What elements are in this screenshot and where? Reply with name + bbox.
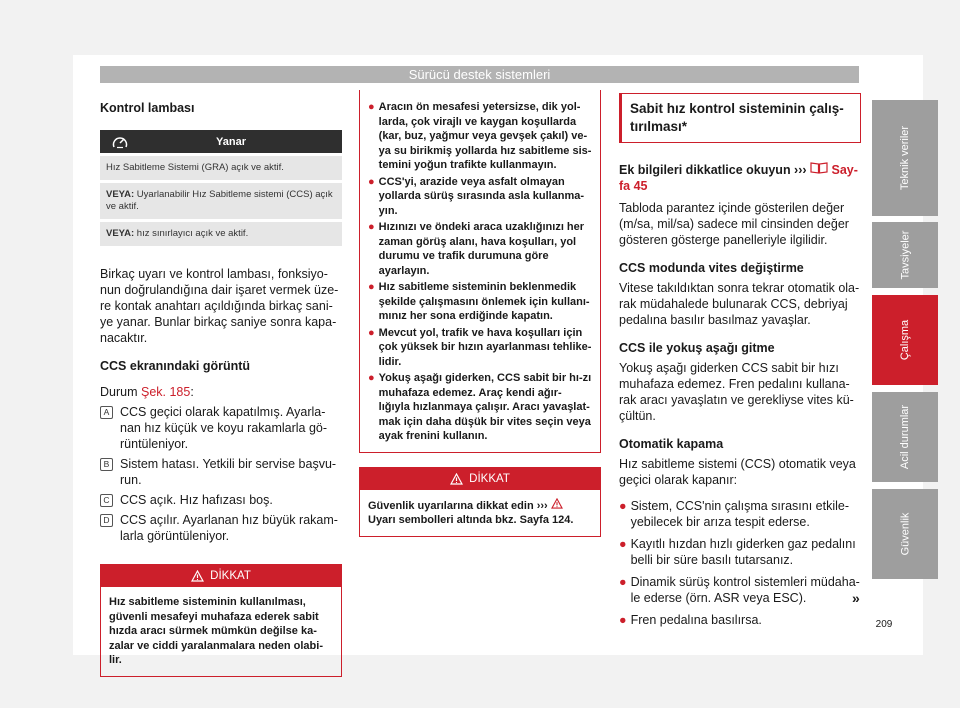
- lamp-row: Hız Sabitleme Sistemi (GRA) açık ve aktif.: [100, 156, 342, 180]
- list-item: ● Dinamik sürüş kontrol sistemleri müdaha-le ederse (örn. ASR veya ESC).: [619, 575, 860, 605]
- intro-paragraph: Birkaç uyarı ve kontrol lambası, fonksiyo-nun doğrulandığına dair işaret vermek üze-re kontak anahtarı açıldığında birkaç sani-ye yanar. Bunlar birkaç saniye sonra kapa-nacaktır.: [100, 267, 339, 345]
- warning-header: DİKKAT: [360, 468, 600, 490]
- warning-triangle-icon: [450, 473, 463, 485]
- list-item: ● Hızınızı ve öndeki araca uzaklığınızı her zaman görüş alanı, hava koşulları, yol durumu ve trafik durumuna göre ayarlayın.: [368, 221, 585, 277]
- speedometer-icon: [100, 135, 140, 149]
- warning-header: DİKKAT: [101, 565, 341, 587]
- paragraph: Yokuş aşağı giderken CCS sabit bir hızı muhafaza edemez. Fren pedalını kullana-rak aracı yavaşlatın ve gerekliyse vites kü-çültün.: [619, 361, 854, 423]
- warning-box: [359, 467, 601, 537]
- tab-technical-data[interactable]: Teknik veriler: [872, 100, 938, 216]
- status-line: Durum Şek. 185:: [100, 385, 194, 399]
- column-1: [100, 100, 342, 677]
- list-item: ● Kayıtlı hızdan hızlı giderken gaz pedalını belli bir süre basılı tutarsanız.: [619, 537, 856, 567]
- figure-link[interactable]: Şek. 185: [140, 385, 191, 399]
- paragraph: Vitese takıldıktan sonra tekrar otomatik ola-rak müdahalede bulunarak CCS, debriyaj pedalına basılır basılmaz yavaşlar.: [619, 281, 860, 327]
- column-3: [619, 93, 861, 628]
- warning-triangle-icon: [551, 498, 563, 509]
- warning-box: [100, 564, 342, 677]
- list-item: ● Yokuş aşağı giderken, CCS sabit bir hı-zı muhafaza edemez. Araç kendi ağır-lığıyla hızlanmaya çalışır. Aracı yavaşlat-mak için daha düşük bir vites seçin veya ayak frenini kullanın.: [368, 372, 592, 442]
- status-item: D CCS açılır. Ayarlanan hız büyük rakam-larla görüntüleniyor.: [100, 512, 342, 544]
- lamp-title: Kontrol lambası: [100, 101, 195, 115]
- tab-emergencies[interactable]: Acil durumlar: [872, 392, 938, 482]
- list-item: ● Fren pedalına basılırsa.: [619, 613, 762, 627]
- tab-recommendations[interactable]: Tavsiyeler: [872, 222, 938, 288]
- lamp-state-label: Yanar: [216, 135, 246, 148]
- list-item: ● Hız sabitleme sisteminin beklenmedik şekilde çalışmasını önlemek için kullanı-mınız her sona erdiğinde kapatın.: [368, 281, 590, 322]
- status-item: A CCS geçici olarak kapatılmış. Ayarla-nan hız küçük ve koyu rakamlarla gö-rüntüleniyor.: [100, 404, 342, 452]
- lamp-row: VEYA: hız sınırlayıcı açık ve aktif.: [100, 222, 342, 246]
- warning-triangle-icon: [191, 570, 204, 582]
- paragraph: Hız sabitleme sistemi (CCS) otomatik veya geçici olarak kapanır:: [619, 457, 856, 487]
- tab-safety[interactable]: Güvenlik: [872, 489, 938, 579]
- status-item: C CCS açık. Hız hafızası boş.: [100, 492, 342, 508]
- status-badge: A: [100, 406, 113, 419]
- column-2: [359, 90, 601, 537]
- subheading: CCS modunda vites değiştirme: [619, 261, 804, 275]
- read-first-line: Ek bilgileri dikkatlice okuyun ››› Say-fa 45: [619, 163, 858, 193]
- status-badge: B: [100, 458, 113, 471]
- lamp-row: VEYA: Uyarlanabilir Hız Sabitleme sistemi (CCS) açık ve aktif.: [100, 183, 342, 219]
- list-item: ● Mevcut yol, trafik ve hava koşulları için çok yüksek bir hızın ayarlanması tehlike-lidir.: [368, 326, 592, 368]
- section-title: Sabit hız kontrol sisteminin çalış-tırılması*: [619, 93, 861, 143]
- status-badge: D: [100, 514, 113, 527]
- subheading: CCS ile yokuş aşağı gitme: [619, 341, 775, 355]
- lamp-table-header: [100, 130, 342, 153]
- ccs-display-heading: CCS ekranındaki görüntü: [100, 359, 251, 373]
- status-badge: C: [100, 494, 113, 507]
- status-item: B Sistem hatası. Yetkili bir servise başvu-run.: [100, 456, 342, 488]
- warning-text: Güvenlik uyarılarına dikkat edin ››› Uyarı sembolleri altında bkz. Sayfa 124.: [368, 499, 574, 526]
- list-item: ● Sistem, CCS'nin çalışma sırasını etkile-yebilecek bir arıza tespit ederse.: [619, 499, 849, 529]
- page-link[interactable]: Say-fa 45: [619, 163, 858, 193]
- list-item: ● CCS'yi, arazide veya asfalt olmayan yollarda sürüş sırasında asla kullanma-yın.: [368, 175, 585, 217]
- warning-text: Hız sabitleme sisteminin kullanılması, güvenli mesafeyi muhafaza ederek sabit hızda aracı sürmek mümkün değilse ka-zalar ve ciddi yaralanmalara neden olabi-lir.: [109, 596, 323, 666]
- book-icon: [810, 161, 828, 174]
- note-paragraph: Tabloda parantez içinde gösterilen değer (m/sa, mil/sa) sadece mil cinsinden değer gösteren gösterge panelleriyle ilgilidir.: [619, 201, 849, 247]
- subheading: Otomatik kapama: [619, 437, 724, 451]
- page-header: Sürücü destek sistemleri: [100, 66, 859, 83]
- warning-continued-box: [359, 90, 601, 453]
- tab-operation[interactable]: Çalışma: [872, 295, 938, 385]
- page-number: 209: [875, 619, 893, 630]
- continue-arrow: »: [852, 590, 860, 606]
- list-item: ● Aracın ön mesafesi yetersizse, dik yol-larda, çok virajlı ve kaygan koşullarda (kar, buz, yağmur veya gevşek çakıl) ve-ya su birikmiş yollarda hız sabitleme sis-temini yoğun trafikte kullanmayın.: [368, 101, 592, 171]
